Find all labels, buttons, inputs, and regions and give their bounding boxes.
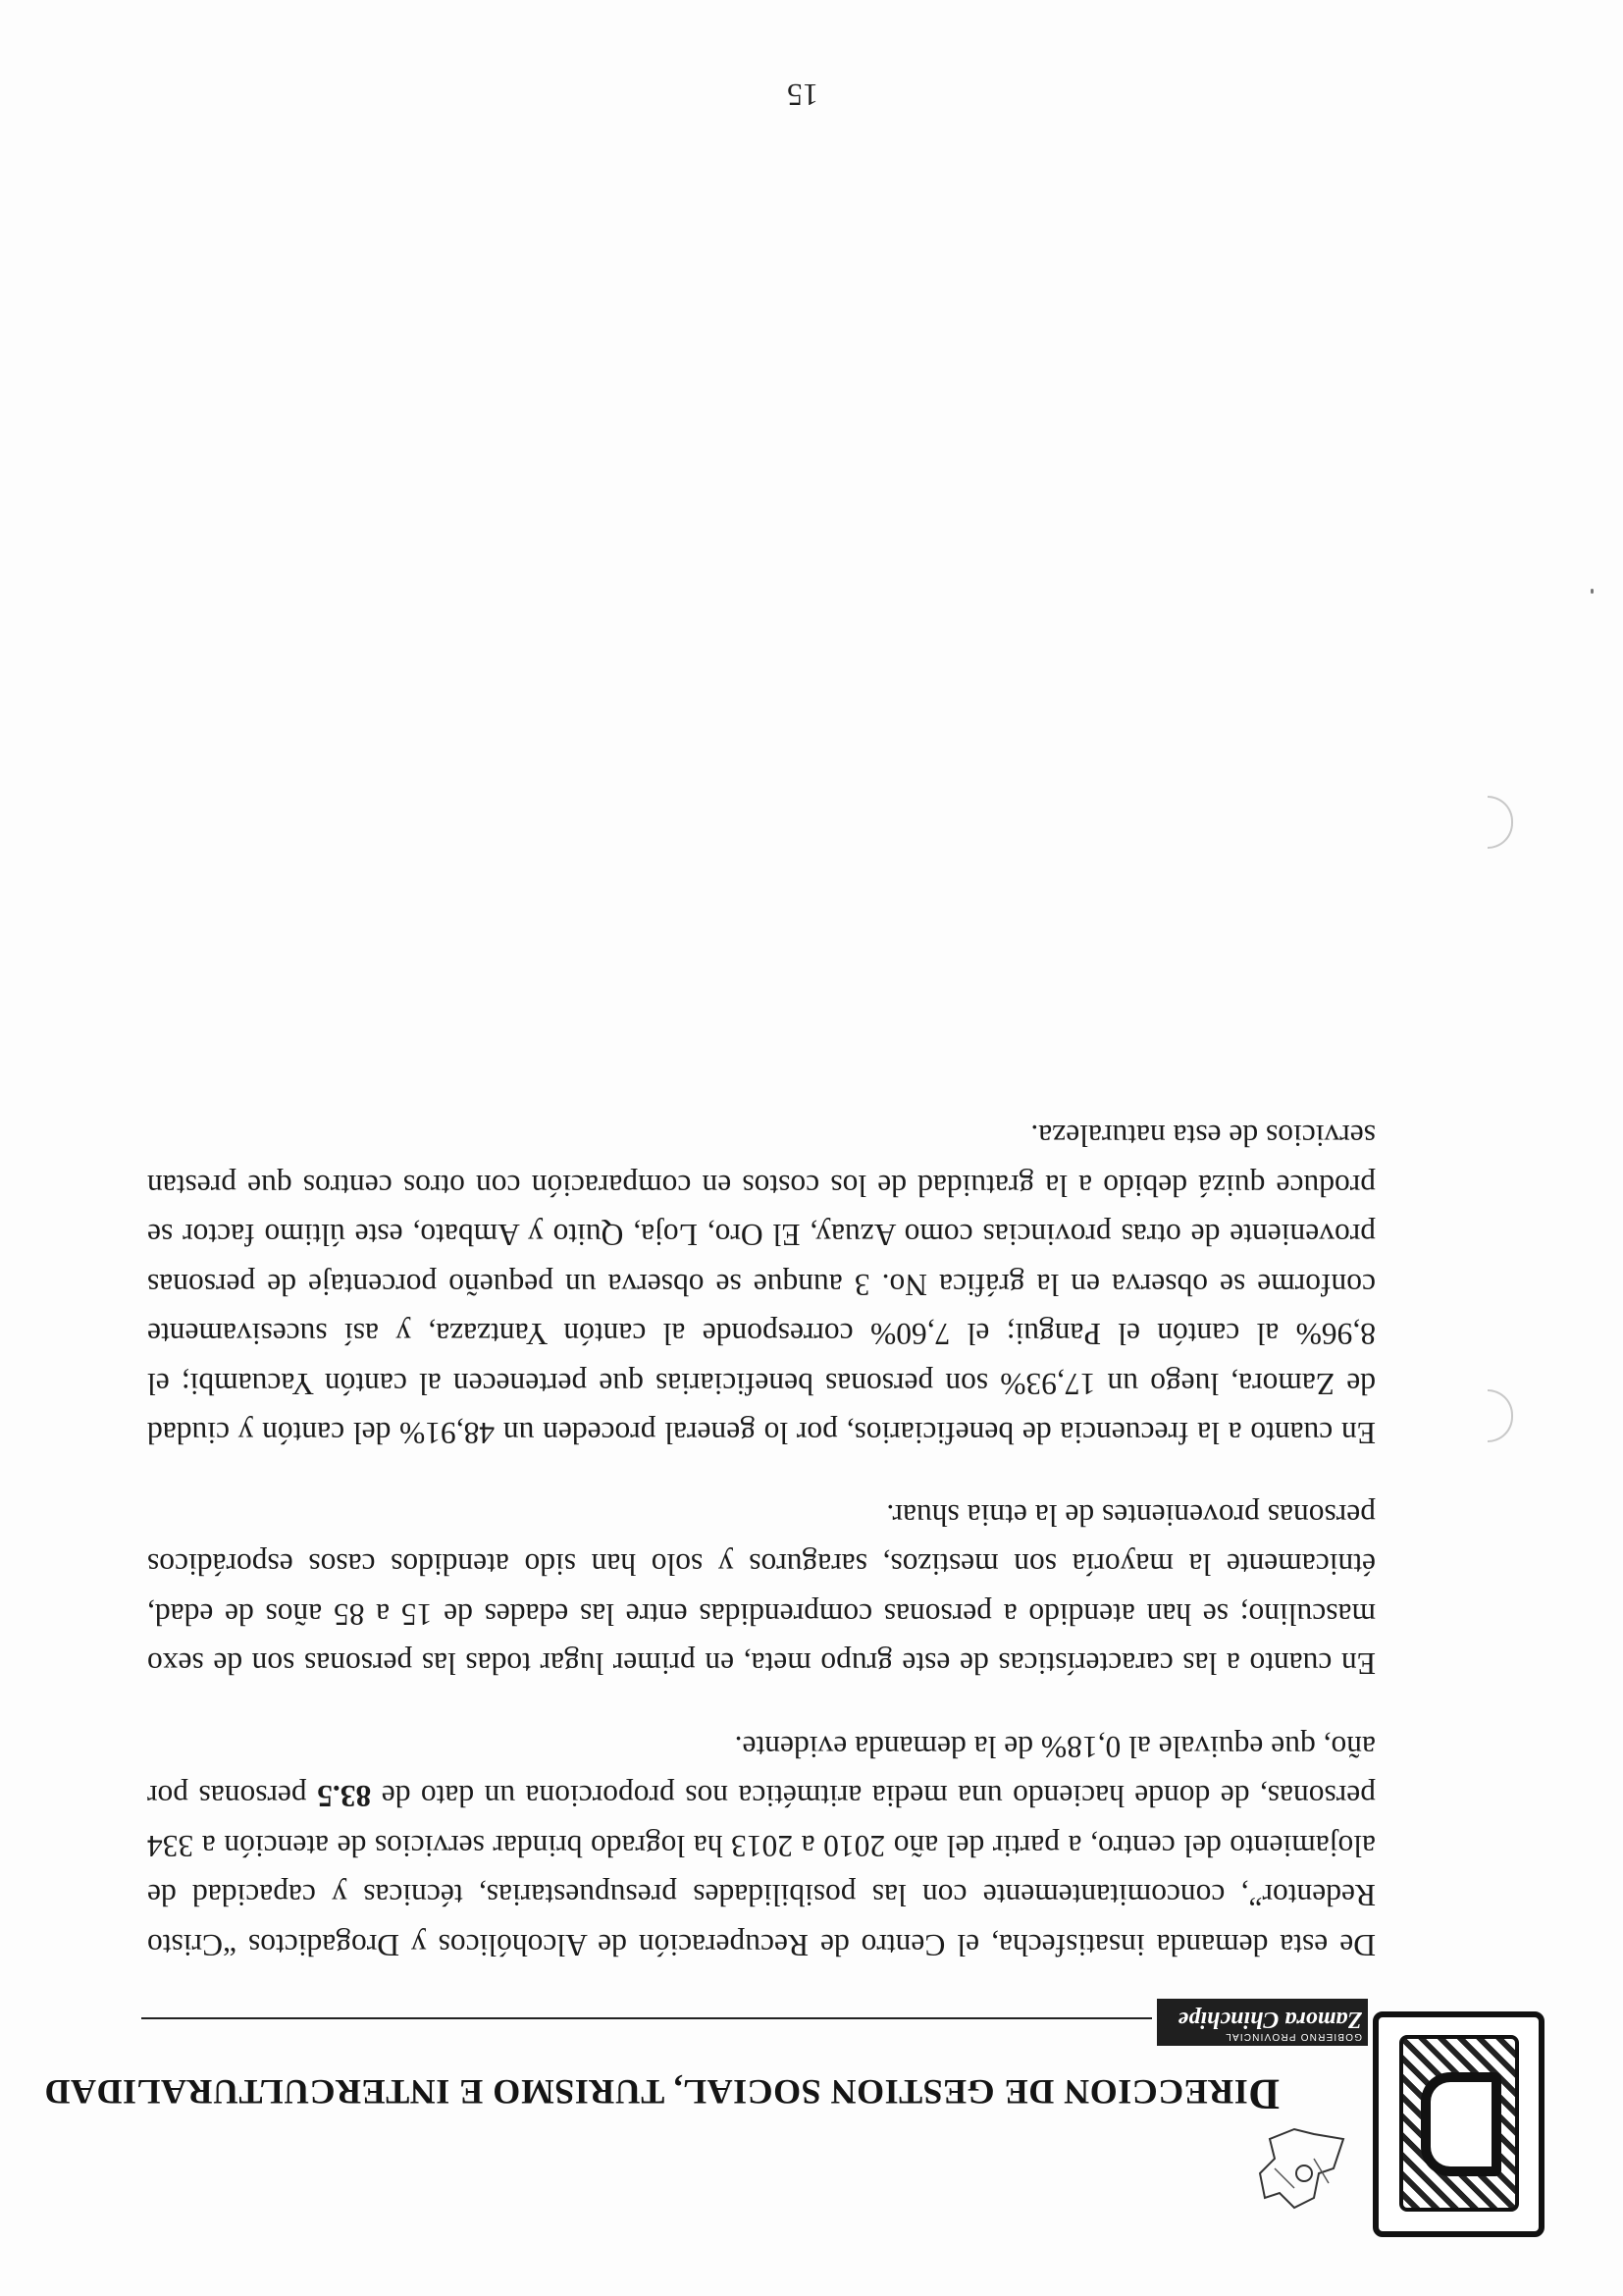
page-number: 15 [787,78,818,113]
scan-speck [1591,589,1594,594]
header-divider [141,2017,1152,2019]
paragraph-frequency: En cuanto a la frecuencia de beneficiarios, por lo general proceden un 48,91% del cantón y ciudad de Zamora, luego un 17,93% son personas beneficiarias que pertenecen al cantón Yacuambi; el 8,96% al cantón el Pangui; el 7,60% corresponde al cantón Yantzaza, y así sucesivamente conforme se observa en la gráfica No. 3 aunque se observa un pequeño porcentaje de personas proveniente de otras provincias como Azuay, El Oro, Loja, Quito y Ambato, este último factor se produce quizá debido a la gratuidad de los costos en comparación con otros centros que prestan servicios de esta naturaleza. [147,1119,1376,1451]
department-title-text: IRECCION DE GESTION SOCIAL, TURISMO E INTERCULTURALIDAD [43,2072,1248,2112]
institution-logo [1373,2011,1544,2237]
department-title-initial: D [1247,2070,1280,2118]
punch-hole-mark [1488,1389,1513,1442]
paragraph-demand [147,1722,1376,1970]
department-title [44,2069,1280,2119]
logo-letter-mark [1421,2072,1501,2176]
punch-hole-mark [1488,796,1513,849]
gov-badge-label: GOBIERNO PROVINCIAL [1224,2031,1362,2042]
document-body [147,1078,1376,1969]
paragraph-characteristics: En cuanto a las características de este grupo meta, en primer lugar todas las personas son de sexo masculino; se han atendido a personas comprendidas entre las edades de 15 a 85 años de edad, étnicamente la mayoría son mestizos, saraguros y solo han sido atendidos casos esporádicos personas provenientes de la etnia shuar. [147,1498,1376,1682]
paragraph-demand-text: De esta demanda insatisfecha, el Centro de Recuperación de Alcohólicos y Drogadictos “Cristo Redentor”, concomitantemente con las posibilidades presupuestarias, técnicas y capacidad de alojamiento del centro, a partir del año 2010 a 2013 ha logrado brindar servicios de atención a 334 personas, de donde haciendo una media aritmética nos proporciona un dato de [147,1779,1376,1962]
paragraph-demand-text-end: personas por año, que equivale al 0,18% de la demanda evidente. [147,1730,1376,1814]
provincial-government-badge [1157,1999,1368,2046]
gov-badge-name: Zamora Chinchipe [1178,2007,1362,2032]
province-map-emblem [1245,2119,1363,2227]
average-value: 83.5 [317,1779,372,1814]
